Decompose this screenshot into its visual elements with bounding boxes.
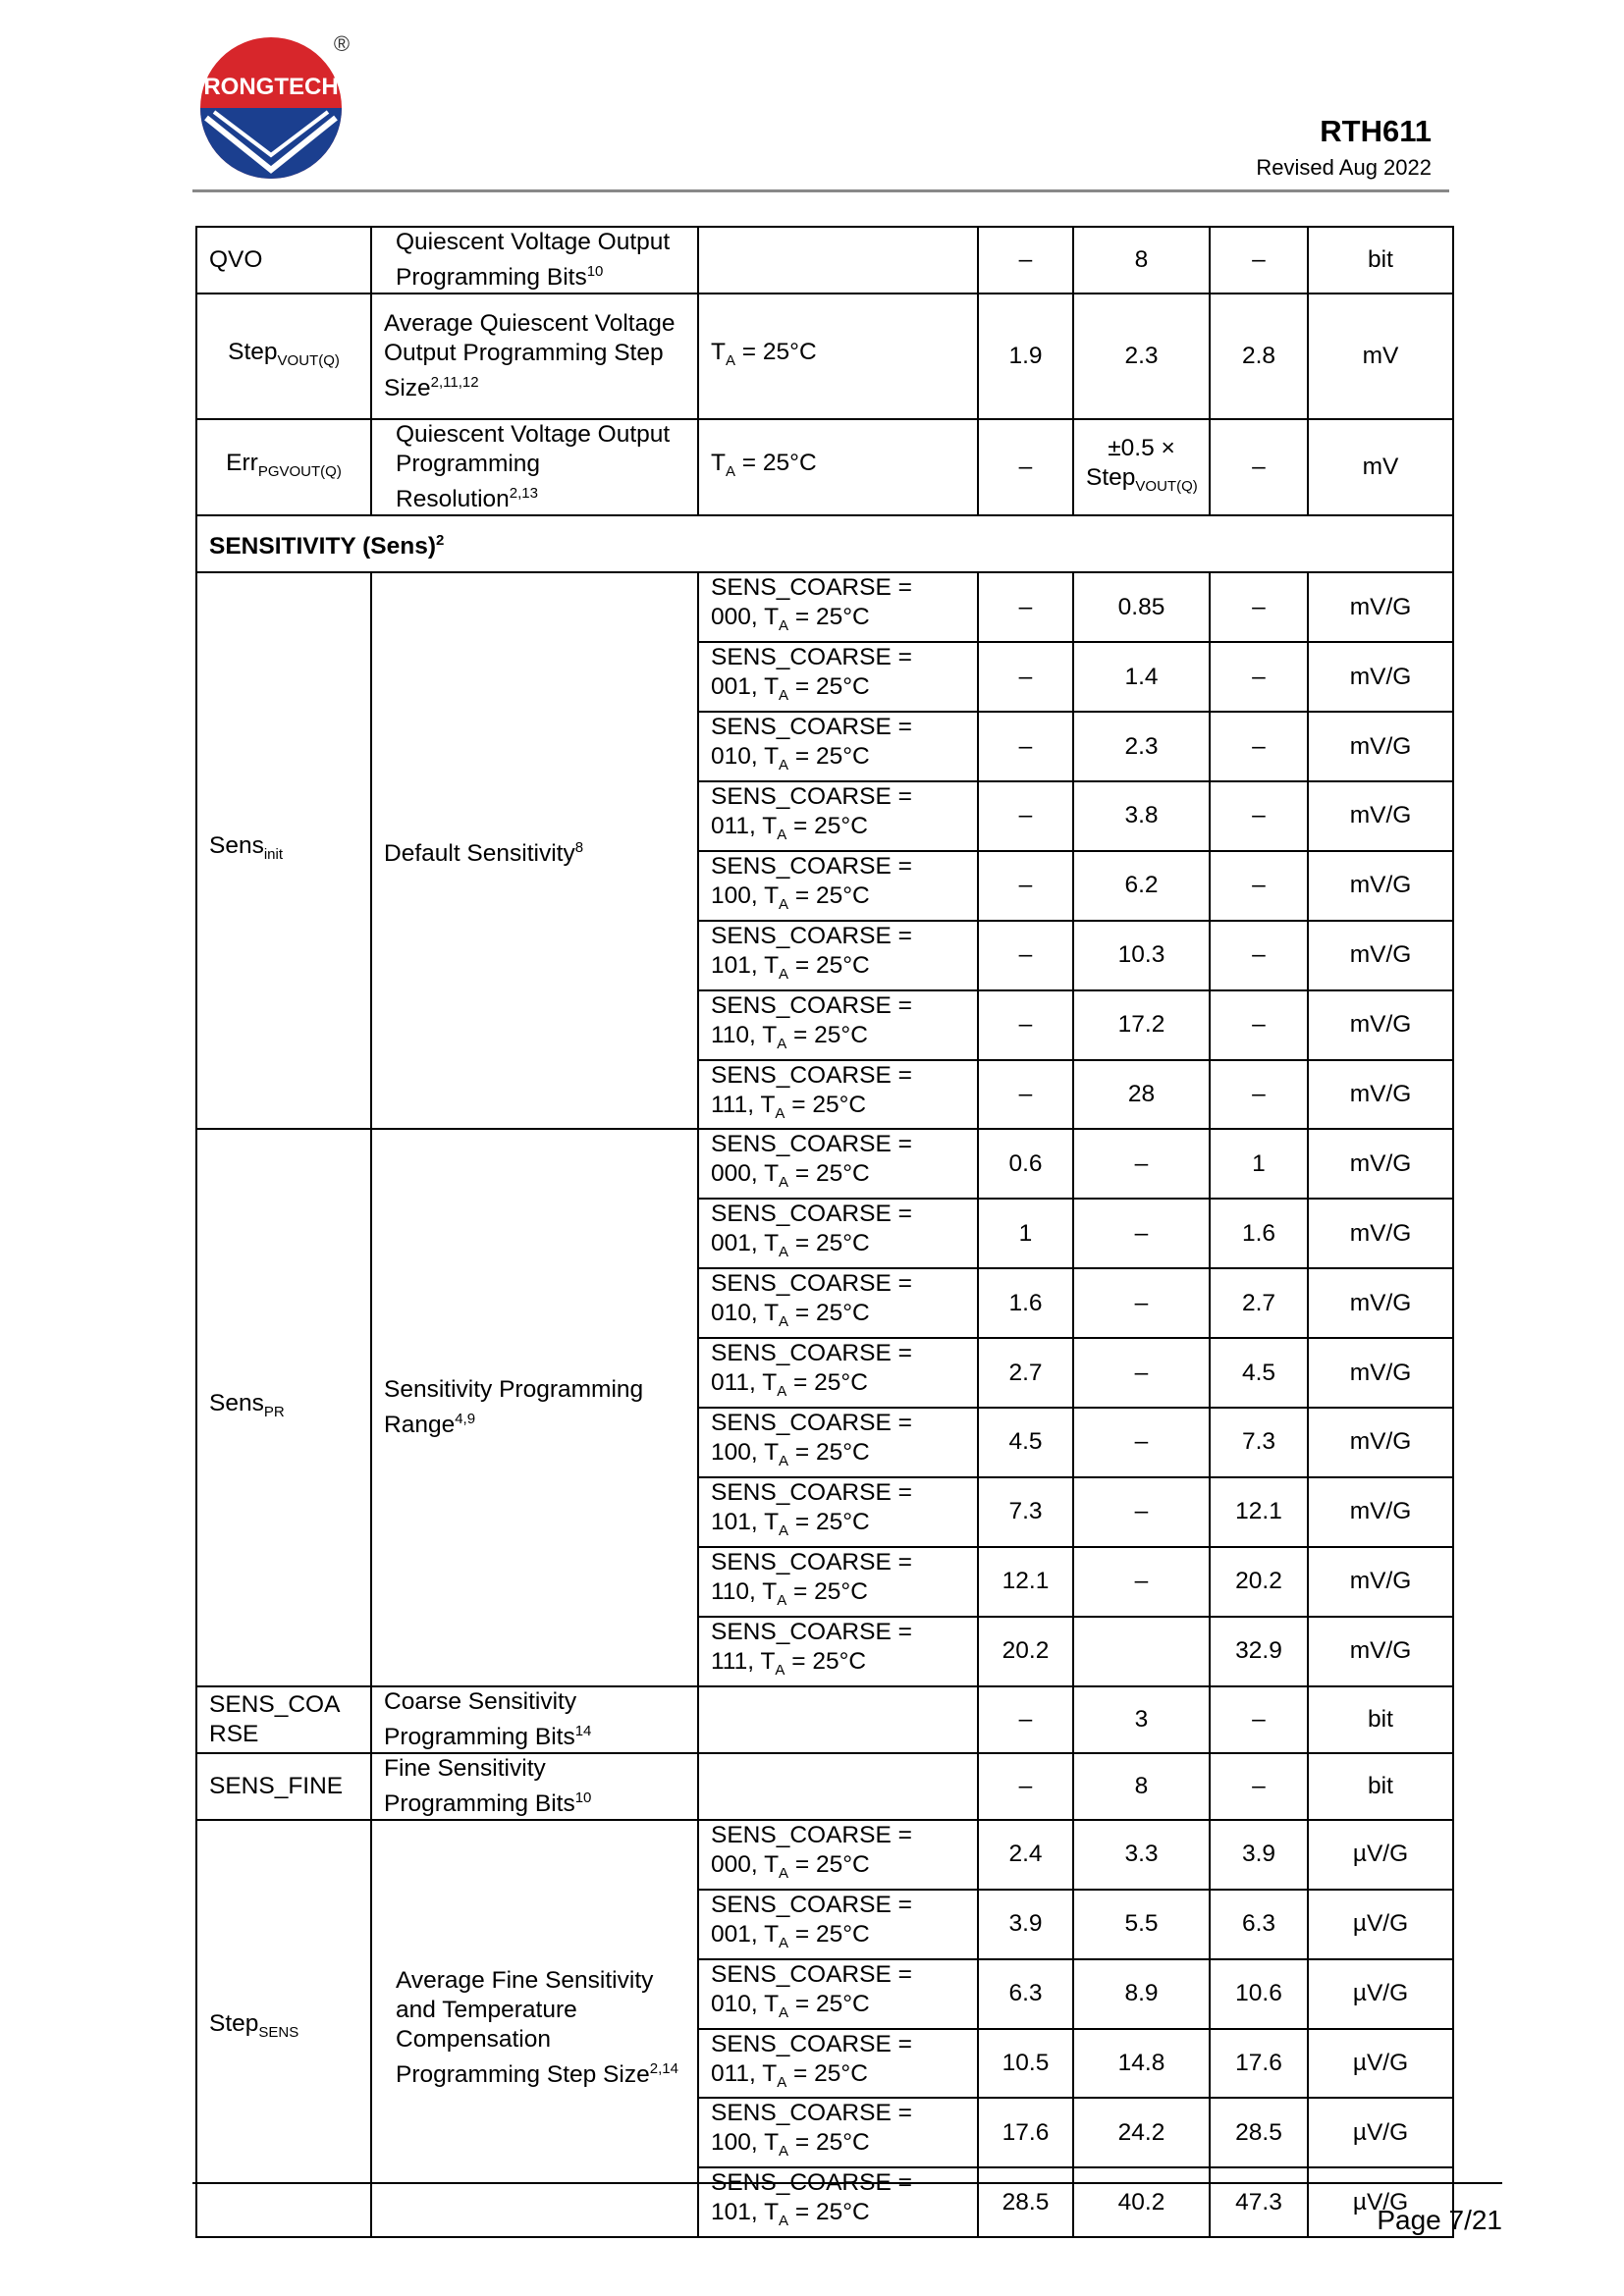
- spec-table: [195, 226, 1454, 2238]
- typ-cell: 3.8: [1073, 781, 1210, 851]
- max-cell: –: [1210, 990, 1308, 1060]
- min-cell: 3.9: [978, 1890, 1073, 1959]
- typ-cell: 28: [1073, 1060, 1210, 1130]
- page-number: Page 7/21: [1377, 2205, 1502, 2235]
- rongtech-logo: [192, 27, 359, 185]
- min-cell: –: [978, 642, 1073, 712]
- typ-cell: 3: [1073, 1686, 1210, 1753]
- typ-cell: 14.8: [1073, 2029, 1210, 2099]
- unit-cell: mV/G: [1308, 990, 1453, 1060]
- unit-cell: mV/G: [1308, 642, 1453, 712]
- condition-cell: [698, 227, 978, 294]
- typ-cell: –: [1073, 1547, 1210, 1617]
- min-cell: –: [978, 419, 1073, 515]
- min-cell: –: [978, 1686, 1073, 1753]
- symbol-cell: Sens$_{init}$: [196, 572, 371, 1129]
- section-row-sensitivity: [196, 515, 1453, 572]
- section-heading: SENSITIVITY (Sens)$^2$: [196, 515, 1453, 572]
- unit-cell: mV: [1308, 419, 1453, 515]
- min-cell: 20.2: [978, 1617, 1073, 1686]
- typ-cell: 8.9: [1073, 1959, 1210, 2029]
- max-cell: –: [1210, 227, 1308, 294]
- condition-cell: SENS_COARSE = 100, $T_A = 25^\circ C$: [698, 851, 978, 921]
- table-row: [196, 1820, 1453, 1890]
- symbol-cell: SENS_COA RSE: [196, 1686, 371, 1753]
- min-cell: 6.3: [978, 1959, 1073, 2029]
- unit-cell: mV/G: [1308, 1060, 1453, 1130]
- typ-cell: 0.85: [1073, 572, 1210, 642]
- condition-cell: SENS_COARSE = 011, $T_A = 25^\circ C$: [698, 1338, 978, 1408]
- condition-cell: SENS_COARSE = 101, $T_A = 25^\circ C$: [698, 921, 978, 990]
- condition-cell: SENS_COARSE = 010, $T_A = 25^\circ C$: [698, 712, 978, 781]
- unit-cell: mV/G: [1308, 712, 1453, 781]
- condition-cell: $T_A = 25^\circ C$: [698, 294, 978, 419]
- parameter-cell: Average Quiescent Voltage Output Programming Step Size$^{2,11,12}$: [371, 294, 698, 419]
- unit-cell: mV/G: [1308, 572, 1453, 642]
- min-cell: 2.7: [978, 1338, 1073, 1408]
- typ-cell: 40.2: [1073, 2167, 1210, 2237]
- unit-cell: mV/G: [1308, 851, 1453, 921]
- max-cell: 47.3: [1210, 2167, 1308, 2237]
- symbol-cell: Step$_{SENS}$: [196, 1820, 371, 2237]
- typ-cell: 2.3: [1073, 712, 1210, 781]
- max-cell: –: [1210, 712, 1308, 781]
- condition-cell: SENS_COARSE = 001, $T_A = 25^\circ C$: [698, 1890, 978, 1959]
- typ-cell: ±0.5 × Step$_{VOUT(Q)}$: [1073, 419, 1210, 515]
- table-row-step-vout: [196, 294, 1453, 419]
- min-cell: –: [978, 1060, 1073, 1130]
- typ-cell: 10.3: [1073, 921, 1210, 990]
- typ-cell: 17.2: [1073, 990, 1210, 1060]
- max-cell: 20.2: [1210, 1547, 1308, 1617]
- typ-cell: 24.2: [1073, 2098, 1210, 2167]
- parameter-cell: Fine Sensitivity Programming Bits$^{10}$: [371, 1753, 698, 1820]
- symbol-cell: Err$_{PGVOUT(Q)}$: [196, 419, 371, 515]
- min-cell: 10.5: [978, 2029, 1073, 2099]
- min-cell: 1.6: [978, 1268, 1073, 1338]
- condition-cell: SENS_COARSE = 011, $T_A = 25^\circ C$: [698, 2029, 978, 2099]
- table-row-err-pgvout: [196, 419, 1453, 515]
- max-cell: 1.6: [1210, 1199, 1308, 1268]
- min-cell: 7.3: [978, 1477, 1073, 1547]
- min-cell: –: [978, 712, 1073, 781]
- condition-cell: SENS_COARSE = 010, $T_A = 25^\circ C$: [698, 1959, 978, 2029]
- min-cell: –: [978, 851, 1073, 921]
- typ-cell: 2.3: [1073, 294, 1210, 419]
- parameter-cell: Average Fine Sensitivity and Temperature Compensation Programming Step Size$^{2,14}$: [371, 1820, 698, 2237]
- typ-cell: –: [1073, 1408, 1210, 1477]
- max-cell: 28.5: [1210, 2098, 1308, 2167]
- unit-cell: µV/G: [1308, 2167, 1453, 2237]
- unit-cell: µV/G: [1308, 1959, 1453, 2029]
- max-cell: 32.9: [1210, 1617, 1308, 1686]
- condition-cell: SENS_COARSE = 110, $T_A = 25^\circ C$: [698, 990, 978, 1060]
- symbol-cell: SENS_FINE: [196, 1753, 371, 1820]
- table-row: [196, 1129, 1453, 1199]
- unit-cell: bit: [1308, 1753, 1453, 1820]
- max-cell: 6.3: [1210, 1890, 1308, 1959]
- min-cell: 1: [978, 1199, 1073, 1268]
- typ-cell: –: [1073, 1338, 1210, 1408]
- typ-cell: –: [1073, 1268, 1210, 1338]
- unit-cell: mV/G: [1308, 1408, 1453, 1477]
- min-cell: 12.1: [978, 1547, 1073, 1617]
- min-cell: 28.5: [978, 2167, 1073, 2237]
- min-cell: 0.6: [978, 1129, 1073, 1199]
- max-cell: –: [1210, 1753, 1308, 1820]
- parameter-cell: Default Sensitivity$^8$: [371, 572, 698, 1129]
- max-cell: 3.9: [1210, 1820, 1308, 1890]
- condition-cell: SENS_COARSE = 001, $T_A = 25^\circ C$: [698, 642, 978, 712]
- max-cell: 4.5: [1210, 1338, 1308, 1408]
- condition-cell: SENS_COARSE = 000, $T_A = 25^\circ C$: [698, 572, 978, 642]
- registered-mark: ®: [333, 31, 351, 56]
- min-cell: 1.9: [978, 294, 1073, 419]
- typ-cell: –: [1073, 1477, 1210, 1547]
- condition-cell: SENS_COARSE = 011, $T_A = 25^\circ C$: [698, 781, 978, 851]
- min-cell: 2.4: [978, 1820, 1073, 1890]
- max-cell: 2.8: [1210, 294, 1308, 419]
- min-cell: –: [978, 921, 1073, 990]
- min-cell: –: [978, 781, 1073, 851]
- unit-cell: µV/G: [1308, 2029, 1453, 2099]
- unit-cell: mV/G: [1308, 1268, 1453, 1338]
- typ-cell: [1073, 1617, 1210, 1686]
- logo-text: RONGTECH: [203, 74, 339, 100]
- header-rule: [192, 189, 1449, 192]
- max-cell: –: [1210, 1686, 1308, 1753]
- min-cell: –: [978, 1753, 1073, 1820]
- table-row: [196, 572, 1453, 642]
- typ-cell: 6.2: [1073, 851, 1210, 921]
- condition-cell: SENS_COARSE = 111, $T_A = 25^\circ C$: [698, 1617, 978, 1686]
- max-cell: 1: [1210, 1129, 1308, 1199]
- table-row: [196, 1686, 1453, 1753]
- max-cell: –: [1210, 572, 1308, 642]
- max-cell: 17.6: [1210, 2029, 1308, 2099]
- max-cell: 10.6: [1210, 1959, 1308, 2029]
- parameter-cell: Quiescent Voltage Output Programming Bits$^{10}$: [371, 227, 698, 294]
- max-cell: –: [1210, 419, 1308, 515]
- condition-cell: SENS_COARSE = 100, $T_A = 25^\circ C$: [698, 1408, 978, 1477]
- typ-cell: 3.3: [1073, 1820, 1210, 1890]
- min-cell: –: [978, 572, 1073, 642]
- condition-cell: SENS_COARSE = 101, $T_A = 25^\circ C$: [698, 1477, 978, 1547]
- unit-cell: µV/G: [1308, 1890, 1453, 1959]
- unit-cell: µV/G: [1308, 2098, 1453, 2167]
- unit-cell: mV/G: [1308, 1129, 1453, 1199]
- unit-cell: bit: [1308, 1686, 1453, 1753]
- unit-cell: bit: [1308, 227, 1453, 294]
- condition-cell: SENS_COARSE = 111, $T_A = 25^\circ C$: [698, 1060, 978, 1130]
- max-cell: –: [1210, 1060, 1308, 1130]
- typ-cell: 8: [1073, 227, 1210, 294]
- condition-cell: SENS_COARSE = 110, $T_A = 25^\circ C$: [698, 1547, 978, 1617]
- condition-cell: SENS_COARSE = 010, $T_A = 25^\circ C$: [698, 1268, 978, 1338]
- condition-cell: SENS_COARSE = 000, $T_A = 25^\circ C$: [698, 1820, 978, 1890]
- parameter-cell: Coarse Sensitivity Programming Bits$^{14}$: [371, 1686, 698, 1753]
- typ-cell: 8: [1073, 1753, 1210, 1820]
- condition-cell: SENS_COARSE = 100, $T_A = 25^\circ C$: [698, 2098, 978, 2167]
- min-cell: 4.5: [978, 1408, 1073, 1477]
- symbol-cell: Step$_{VOUT(Q)}$: [196, 294, 371, 419]
- unit-cell: mV: [1308, 294, 1453, 419]
- table-row-qvo: [196, 227, 1453, 294]
- unit-cell: mV/G: [1308, 781, 1453, 851]
- doc-revision: Revised Aug 2022: [1256, 155, 1432, 180]
- unit-cell: mV/G: [1308, 1477, 1453, 1547]
- condition-cell: SENS_COARSE = 001, $T_A = 25^\circ C$: [698, 1199, 978, 1268]
- condition-cell: SENS_COARSE = 101, $T_A = 25^\circ C$: [698, 2167, 978, 2237]
- typ-cell: –: [1073, 1199, 1210, 1268]
- max-cell: –: [1210, 851, 1308, 921]
- condition-cell: [698, 1753, 978, 1820]
- max-cell: 12.1: [1210, 1477, 1308, 1547]
- min-cell: –: [978, 990, 1073, 1060]
- max-cell: –: [1210, 642, 1308, 712]
- max-cell: –: [1210, 781, 1308, 851]
- doc-title: RTH611: [1320, 114, 1432, 148]
- parameter-cell: Sensitivity Programming Range$^{4,9}$: [371, 1129, 698, 1685]
- parameter-cell: Quiescent Voltage Output Programming Resolution$^{2,13}$: [371, 419, 698, 515]
- symbol-cell: QVO: [196, 227, 371, 294]
- unit-cell: µV/G: [1308, 1820, 1453, 1890]
- max-cell: –: [1210, 921, 1308, 990]
- typ-cell: 5.5: [1073, 1890, 1210, 1959]
- unit-cell: mV/G: [1308, 1547, 1453, 1617]
- min-cell: –: [978, 227, 1073, 294]
- unit-cell: mV/G: [1308, 1617, 1453, 1686]
- max-cell: 7.3: [1210, 1408, 1308, 1477]
- condition-cell: $T_A = 25^\circ C$: [698, 419, 978, 515]
- symbol-cell: Sens$_{PR}$: [196, 1129, 371, 1685]
- footer-rule: [192, 2182, 1502, 2184]
- condition-cell: [698, 1686, 978, 1753]
- unit-cell: mV/G: [1308, 921, 1453, 990]
- table-row: [196, 1753, 1453, 1820]
- min-cell: 17.6: [978, 2098, 1073, 2167]
- typ-cell: 1.4: [1073, 642, 1210, 712]
- max-cell: 2.7: [1210, 1268, 1308, 1338]
- unit-cell: mV/G: [1308, 1199, 1453, 1268]
- condition-cell: SENS_COARSE = 000, $T_A = 25^\circ C$: [698, 1129, 978, 1199]
- typ-cell: –: [1073, 1129, 1210, 1199]
- unit-cell: mV/G: [1308, 1338, 1453, 1408]
